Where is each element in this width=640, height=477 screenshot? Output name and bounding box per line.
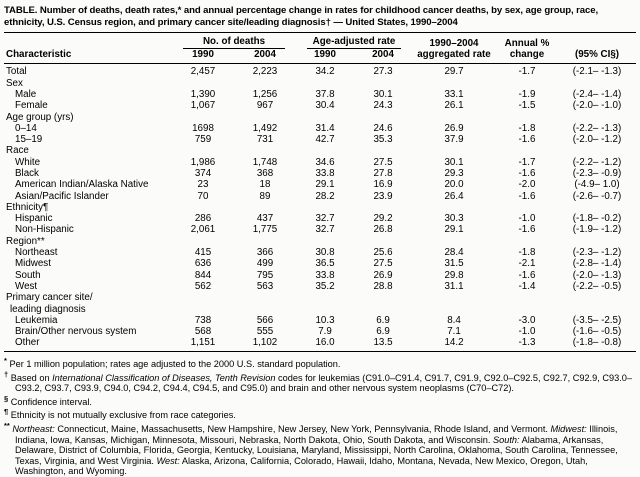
row-label: Asian/Pacific Islander — [15, 190, 109, 202]
row-label: Midwest — [15, 258, 51, 270]
table-row-hispanic — [4, 213, 636, 224]
header-group-no-of-deaths-label: No. of deaths — [183, 36, 285, 50]
footnote-text: Connecticut, Maine, Massachusetts, New Hampshire, New Jersey, New York, Pennsylvania, Rhode Island, and Vermont. — [54, 424, 551, 435]
data-cell: 24.3 — [373, 100, 393, 112]
data-cell: 27.5 — [373, 156, 393, 168]
footnote-text: Based on — [10, 372, 53, 383]
data-cell: 16.0 — [315, 337, 335, 349]
data-cell: 437 — [256, 213, 274, 225]
table-body — [4, 63, 636, 351]
data-cell: 7.9 — [318, 326, 332, 338]
data-cell: 967 — [256, 100, 274, 112]
row-label: South — [15, 269, 41, 281]
data-cell — [296, 202, 354, 213]
data-cell — [354, 78, 412, 89]
table-row-primary-cancer-site — [4, 292, 636, 315]
data-cell: 31.4 — [315, 122, 335, 134]
data-cell — [412, 202, 496, 213]
data-cell: 366 — [256, 247, 274, 259]
data-cell: 30.1 — [373, 88, 393, 100]
header-group-age-adjusted-rate-label: Age-adjusted rate — [307, 36, 401, 50]
data-cell: -1.3 — [518, 337, 536, 349]
footnote-text: Northeast: — [12, 424, 55, 435]
data-cell: -3.0 — [518, 314, 536, 326]
header-rate-2004: 2004 — [354, 49, 412, 63]
table-row-brain-other-nervous-system — [4, 326, 636, 337]
footnote-text: Confidence interval. — [10, 396, 92, 407]
table-row-west — [4, 281, 636, 292]
data-cell: (-2.0– -1.0) — [572, 100, 622, 112]
data-cell: 636 — [194, 258, 212, 270]
data-cell: 33.8 — [315, 269, 335, 281]
table-row-age-group-yrs — [4, 112, 636, 123]
data-cell: 32.7 — [315, 213, 335, 225]
data-cell — [558, 78, 636, 89]
data-cell — [354, 236, 412, 247]
data-cell: (-2.8– -1.4) — [572, 258, 622, 270]
header-aggregated-rate-line2: aggregated rate — [412, 49, 496, 63]
data-cell: 14.2 — [444, 337, 464, 349]
data-cell: (-2.0– -1.3) — [572, 269, 622, 281]
header-annual-change-line1: Annual % — [504, 37, 550, 49]
data-cell: (-2.6– -0.7) — [572, 190, 622, 202]
data-cell: 42.7 — [315, 134, 335, 146]
data-cell — [354, 202, 412, 213]
data-cell: 27.8 — [373, 167, 393, 179]
row-label-line2: leading diagnosis — [10, 303, 86, 315]
data-cell: 28.8 — [373, 280, 393, 292]
data-cell: 33.8 — [315, 167, 335, 179]
row-label: Race — [6, 145, 29, 157]
row-label: Primary cancer site/ leading diagnosis — [6, 292, 93, 315]
data-cell — [354, 145, 412, 156]
footnote — [4, 370, 635, 394]
data-cell: 1,775 — [252, 224, 278, 236]
data-cell: 23 — [197, 179, 209, 191]
data-cell: (-2.4– -1.4) — [572, 88, 622, 100]
data-cell — [296, 112, 354, 123]
data-cell: 1,986 — [190, 156, 216, 168]
data-cell: 2,223 — [252, 66, 278, 78]
data-cell: -1.5 — [518, 100, 536, 112]
footnote-text: International Classification of Diseases, Tenth Revision — [52, 372, 276, 383]
row-label: 15–19 — [15, 134, 43, 146]
table-row-american-indian-alaska-native — [4, 179, 636, 190]
data-cell — [496, 78, 558, 89]
data-cell — [558, 112, 636, 123]
table-row-leukemia — [4, 315, 636, 326]
row-label: Black — [15, 167, 39, 179]
row-label: West — [15, 280, 38, 292]
data-cell — [234, 202, 296, 213]
data-cell: 18 — [259, 179, 271, 191]
data-cell: (-2.1– -1.3) — [572, 66, 622, 78]
row-label: Leukemia — [15, 314, 58, 326]
data-cell: 286 — [194, 213, 212, 225]
table-row-asian-pacific-islander — [4, 191, 636, 202]
data-cell: (-2.2– -1.2) — [572, 156, 622, 168]
data-cell: 89 — [259, 190, 271, 202]
data-cell — [412, 236, 496, 247]
footnote — [4, 394, 635, 408]
data-cell: 23.9 — [373, 190, 393, 202]
data-cell: 568 — [194, 326, 212, 338]
data-cell — [172, 292, 234, 315]
data-cell — [496, 236, 558, 247]
data-cell: 29.1 — [315, 179, 335, 191]
table-row-0-14 — [4, 123, 636, 134]
data-cell: 37.9 — [444, 134, 464, 146]
footnote-marker: † — [4, 369, 9, 379]
table-row-ethnicity — [4, 202, 636, 213]
data-cell: 1698 — [192, 122, 214, 134]
table-row-sex — [4, 78, 636, 89]
table-row-south — [4, 270, 636, 281]
row-label: Sex — [6, 77, 23, 89]
data-cell: 13.5 — [373, 337, 393, 349]
data-cell: -1.4 — [518, 280, 536, 292]
data-cell: 2,061 — [190, 224, 216, 236]
footnote-text: Per 1 million population; rates age adjusted to the 2000 U.S. standard population. — [9, 359, 341, 370]
data-cell: 27.5 — [373, 258, 393, 270]
data-cell — [496, 292, 558, 315]
data-cell: (-2.2– -0.5) — [572, 280, 622, 292]
data-cell: (-4.9– 1.0) — [574, 179, 620, 191]
data-cell: 31.1 — [444, 280, 464, 292]
data-cell: 30.4 — [315, 100, 335, 112]
data-cell — [412, 78, 496, 89]
data-cell: 28.2 — [315, 190, 335, 202]
data-cell — [172, 78, 234, 89]
data-cell: (-2.3– -0.9) — [572, 167, 622, 179]
data-cell: 844 — [194, 269, 212, 281]
data-cell — [234, 112, 296, 123]
footnote-text: West: — [156, 455, 180, 466]
data-cell: (-1.6– -0.5) — [572, 326, 622, 338]
data-cell: 36.5 — [315, 258, 335, 270]
data-cell: 70 — [197, 190, 209, 202]
table-header — [4, 32, 636, 63]
footnotes — [0, 352, 640, 476]
data-cell: -1.6 — [518, 190, 536, 202]
footnote-marker: ¶ — [4, 407, 9, 417]
data-cell: -1.7 — [518, 66, 536, 78]
data-cell: 2,457 — [190, 66, 216, 78]
data-cell: 563 — [256, 280, 274, 292]
data-cell: 1,067 — [190, 100, 216, 112]
data-cell: 30.1 — [444, 156, 464, 168]
data-cell: 499 — [256, 258, 274, 270]
data-cell — [412, 292, 496, 315]
data-cell: -1.8 — [518, 122, 536, 134]
data-cell — [496, 202, 558, 213]
header-deaths-1990: 1990 — [172, 49, 234, 63]
data-cell — [296, 236, 354, 247]
data-table — [4, 32, 636, 352]
row-label: Other — [15, 337, 40, 349]
data-cell: 29.7 — [444, 66, 464, 78]
footnote-text: Midwest: — [550, 424, 587, 435]
data-cell: 562 — [194, 280, 212, 292]
data-cell — [496, 112, 558, 123]
footnote-text: Illinois, Indiana, Iowa, Kansas, Michigan, Minnesota, Missouri, Nebraska, North Dakota, Ohio, South Dakota, and Wisconsin. — [15, 424, 618, 445]
row-label: 0–14 — [15, 122, 37, 134]
data-cell — [172, 112, 234, 123]
data-cell: 26.1 — [444, 100, 464, 112]
header-ci-empty-cell — [558, 32, 636, 49]
data-cell — [412, 112, 496, 123]
data-cell: 415 — [194, 247, 212, 259]
data-cell: 8.4 — [447, 314, 461, 326]
data-cell: 27.3 — [373, 66, 393, 78]
data-cell: -1.6 — [518, 167, 536, 179]
data-cell: 30.3 — [444, 213, 464, 225]
row-label: Hispanic — [15, 213, 53, 225]
data-cell — [172, 145, 234, 156]
data-cell: 33.1 — [444, 88, 464, 100]
data-cell: (-2.2– -1.3) — [572, 122, 622, 134]
data-cell: 7.1 — [447, 326, 461, 338]
footnote-text: Alabama, Arkansas, Delaware, District of Columbia, Florida, Georgia, Kentucky, Louisiana, Maryland, Mississippi, North Carolina, Oklahoma, South Carolina, Tennessee, Texas, Virginia, and West Virginia. — [15, 434, 618, 466]
data-cell: 1,102 — [252, 337, 278, 349]
table-row-non-hispanic — [4, 224, 636, 235]
data-cell: (-2.0– -1.2) — [572, 134, 622, 146]
data-cell — [558, 145, 636, 156]
data-cell: 26.4 — [444, 190, 464, 202]
header-empty-cell — [4, 32, 172, 49]
table-row-15-19 — [4, 134, 636, 145]
row-label: Non-Hispanic — [15, 224, 74, 236]
data-cell — [558, 236, 636, 247]
data-cell: 566 — [256, 314, 274, 326]
data-cell: 6.9 — [376, 326, 390, 338]
data-cell: 35.2 — [315, 280, 335, 292]
data-cell: 29.8 — [444, 269, 464, 281]
data-cell — [354, 112, 412, 123]
header-deaths-2004: 2004 — [234, 49, 296, 63]
table-row-region — [4, 236, 636, 247]
data-cell: 26.9 — [373, 269, 393, 281]
data-cell: 6.9 — [376, 314, 390, 326]
data-cell: -1.0 — [518, 326, 536, 338]
data-cell: (-1.8– -0.8) — [572, 337, 622, 349]
data-cell: 555 — [256, 326, 274, 338]
table-title: TABLE. Number of deaths, death rates,* and annual percentage change in rates for childhood cancer deaths, by sex, age group, race, ethnicity, U.S. Census region, and primary cancer site/leading diagnosis† — United States, 1990–2004 — [4, 5, 599, 28]
data-cell — [234, 145, 296, 156]
data-cell: 29.3 — [444, 167, 464, 179]
table-row-other — [4, 337, 636, 351]
data-cell: 29.2 — [373, 213, 393, 225]
data-cell — [234, 236, 296, 247]
table-row-race — [4, 145, 636, 156]
data-cell: 16.9 — [373, 179, 393, 191]
data-cell: 731 — [256, 134, 274, 146]
footnote-text: South: — [492, 434, 520, 445]
footnote — [4, 356, 635, 370]
data-cell — [234, 292, 296, 315]
data-cell: 374 — [194, 167, 212, 179]
header-annual-change-line2: change — [496, 49, 558, 63]
footnote-text: Alaska, Arizona, California, Colorado, Hawaii, Idaho, Montana, Nevada, New Mexico, Oregon, Utah, Washington, and Wyoming. — [15, 455, 588, 477]
header-characteristic: Characteristic — [4, 49, 172, 63]
table-row-black — [4, 168, 636, 179]
data-cell: 24.6 — [373, 122, 393, 134]
footnote-marker: * — [4, 356, 7, 366]
data-cell: -1.8 — [518, 247, 536, 259]
data-cell: (-1.9– -1.2) — [572, 224, 622, 236]
data-cell: 30.8 — [315, 247, 335, 259]
data-cell: 25.6 — [373, 247, 393, 259]
table-row-midwest — [4, 258, 636, 269]
data-cell: 26.8 — [373, 224, 393, 236]
data-cell: -1.6 — [518, 269, 536, 281]
data-cell: 1,151 — [190, 337, 216, 349]
header-group-no-of-deaths — [172, 32, 296, 49]
data-cell: -2.0 — [518, 179, 536, 191]
data-cell — [558, 202, 636, 213]
data-cell: 35.3 — [373, 134, 393, 146]
data-cell: (-3.5– -2.5) — [572, 314, 622, 326]
data-cell: (-2.3– -1.2) — [572, 247, 622, 259]
data-cell — [412, 145, 496, 156]
header-rate-1990: 1990 — [296, 49, 354, 63]
row-label: White — [15, 156, 41, 168]
row-label: Total — [6, 66, 27, 78]
data-cell: -2.1 — [518, 258, 536, 270]
data-cell: -1.0 — [518, 213, 536, 225]
table-row-northeast — [4, 247, 636, 258]
header-column-row — [4, 49, 636, 63]
data-cell: 1,390 — [190, 88, 216, 100]
data-cell: 34.2 — [315, 66, 335, 78]
footnote — [4, 421, 635, 477]
row-label: Brain/Other nervous system — [15, 326, 137, 338]
footnote-text: codes for leukemias (C91.0–C91.4, C91.7, C91.9, C92.0–C92.5, C92.7, C92.9, C93.0–C93.2, C93.7, C93.9, C94.0, C94.2, C94.4, C94.5, and C95.0) and brain and other nervous system neoplasms (C70–C72). — [15, 372, 632, 394]
data-cell: -1.6 — [518, 134, 536, 146]
table-row-total — [4, 63, 636, 77]
data-cell: 26.9 — [444, 122, 464, 134]
row-label: American Indian/Alaska Native — [15, 179, 149, 191]
data-cell — [296, 78, 354, 89]
row-label: Male — [15, 88, 37, 100]
table-row-male — [4, 89, 636, 100]
row-label: Ethnicity¶ — [6, 201, 49, 213]
footnote-marker: § — [4, 393, 9, 403]
data-cell — [296, 292, 354, 315]
data-cell: 1,492 — [252, 122, 278, 134]
data-cell: 1,748 — [252, 156, 278, 168]
header-confidence-interval: (95% CI§) — [558, 49, 636, 63]
footnote — [4, 407, 635, 421]
data-cell: 759 — [194, 134, 212, 146]
data-cell: 10.3 — [315, 314, 335, 326]
data-cell: 795 — [256, 269, 274, 281]
data-cell — [496, 145, 558, 156]
data-cell: 1,256 — [252, 88, 278, 100]
header-group-age-adjusted-rate — [296, 32, 412, 49]
header-group-row — [4, 32, 636, 49]
data-cell: -1.7 — [518, 156, 536, 168]
data-cell: 738 — [194, 314, 212, 326]
data-cell — [354, 292, 412, 315]
data-cell: 29.1 — [444, 224, 464, 236]
row-label: Age group (yrs) — [6, 111, 74, 123]
data-cell — [172, 202, 234, 213]
table-row-female — [4, 100, 636, 111]
header-aggregated-rate-line1: 1990–2004 — [429, 37, 479, 49]
data-cell: 31.5 — [444, 258, 464, 270]
data-cell: 28.4 — [444, 247, 464, 259]
data-cell — [234, 78, 296, 89]
row-label: Female — [15, 100, 48, 112]
data-cell — [172, 236, 234, 247]
data-cell: 34.6 — [315, 156, 335, 168]
footnote-text: Ethnicity is not mutually exclusive from race categories. — [10, 410, 236, 421]
data-cell: 368 — [256, 167, 274, 179]
data-cell: 20.0 — [444, 179, 464, 191]
footnote-marker: ** — [4, 420, 10, 430]
data-cell — [296, 145, 354, 156]
row-label: Northeast — [15, 247, 58, 259]
data-cell — [558, 292, 636, 315]
data-cell: -1.9 — [518, 88, 536, 100]
data-cell: 32.7 — [315, 224, 335, 236]
data-cell: 37.8 — [315, 88, 335, 100]
data-cell: -1.6 — [518, 224, 536, 236]
data-cell: (-1.8– -0.2) — [572, 213, 622, 225]
table-row-white — [4, 157, 636, 168]
row-label: Region** — [6, 235, 45, 247]
